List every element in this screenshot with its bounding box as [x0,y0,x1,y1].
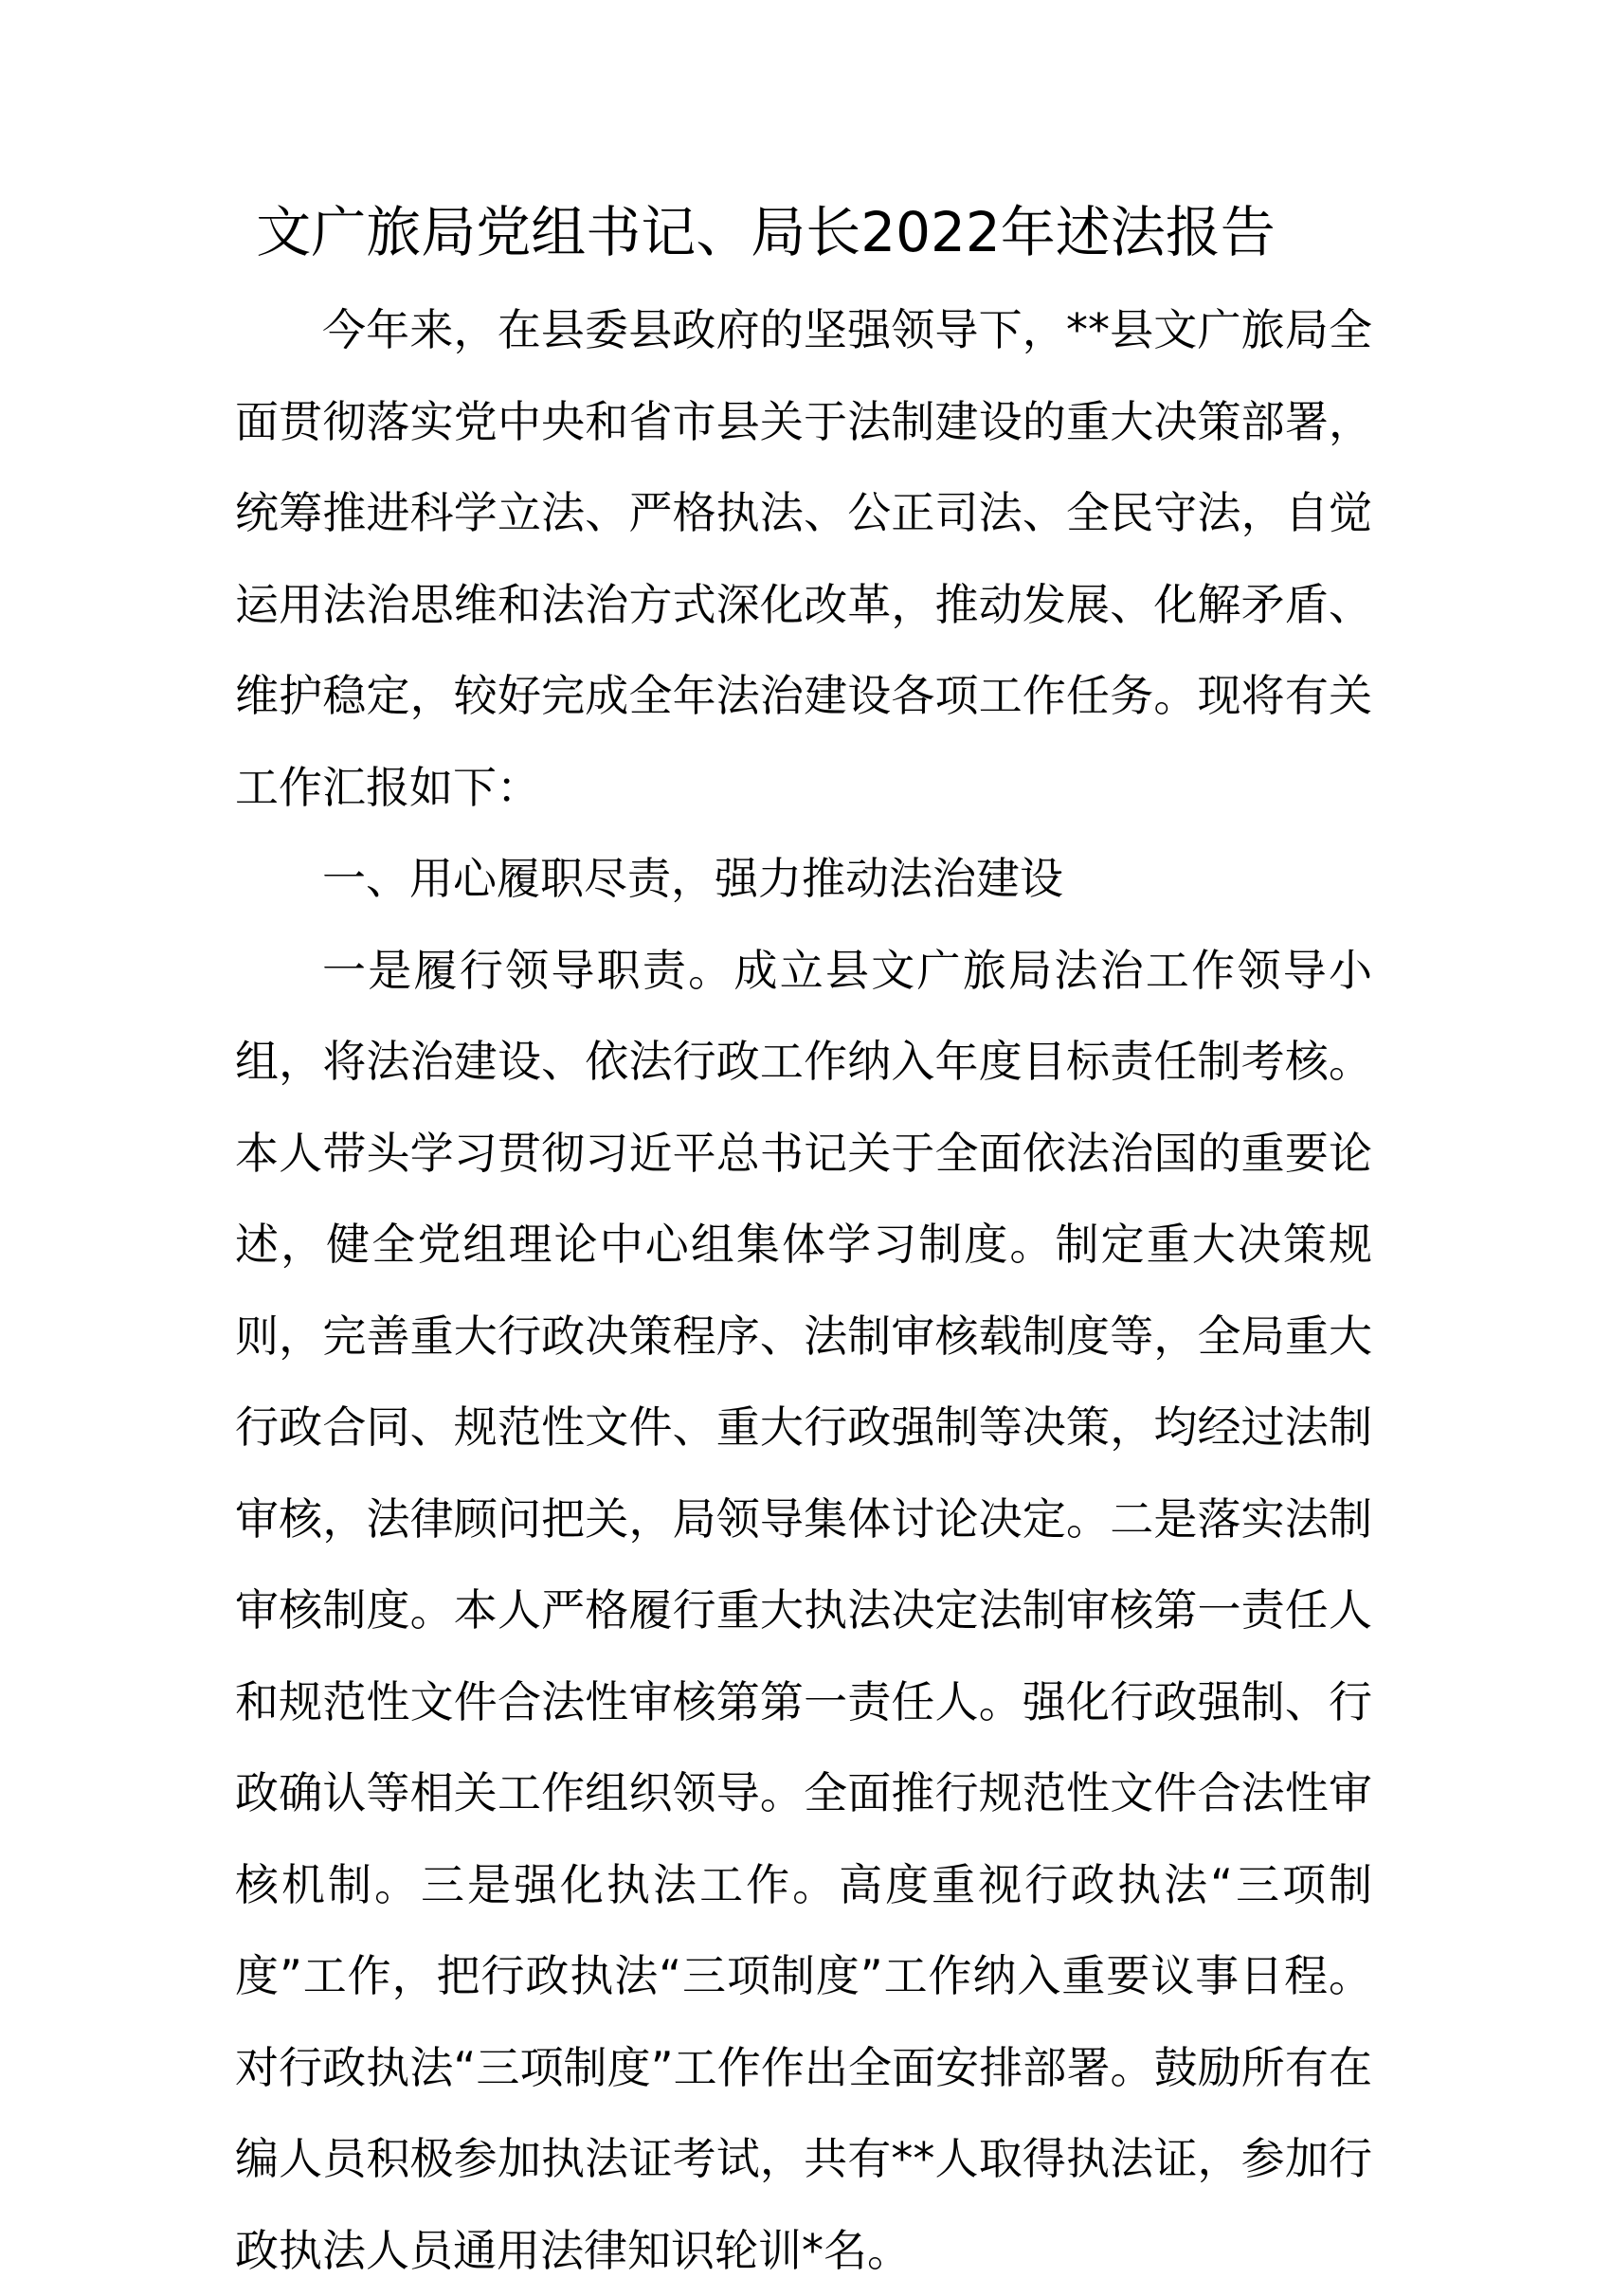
document-title: 文广旅局党组书记、局长2022年述法报告 [197,190,1334,275]
document-body [235,190,1372,2296]
section-heading: 一、用心履职尽责，强力推动法治建设 [235,833,1372,925]
section-body-paragraph: 一是履行领导职责。成立县文广旅局法治工作领导小组，将法治建设、依法行政工作纳入年度目标责任制考核。本人带头学习贯彻习近平总书记关于全面依法治国的重要论述，健全党组理论中心组集体学习制度。制定重大决策规则，完善重大行政决策程序、法制审核载制度等，全局重大行政合同、规范性文件、重大行政强制等决策，均经过法制审核，法律顾问把关，局领导集体讨论决定。二是落实法制审核制度。本人严格履行重大执法决定法制审核第一责任人和规范性文件合法性审核第第一责任人。强化行政强制、行政确认等相关工作组织领导。全面推行规范性文件合法性审核机制。三是强化执法工作。高度重视行政执法“三项制度”工作，把行政执法“三项制度”工作纳入重要议事日程。对行政执法“三项制度”工作作出全面安排部署。鼓励所有在编人员积极参加执法证考试，共有**人取得执法证，参加行政执法人员通用法律知识轮训*名。 [235,925,1372,2296]
intro-paragraph: 今年来，在县委县政府的坚强领导下，**县文广旅局全面贯彻落实党中央和省市县关于法制建设的重大决策部署，统筹推进科学立法、严格执法、公正司法、全民守法，自觉运用法治思维和法治方式深化改革，推动发展、化解矛盾、维护稳定，较好完成全年法治建设各项工作任务。现将有关工作汇报如下： [235,284,1372,833]
